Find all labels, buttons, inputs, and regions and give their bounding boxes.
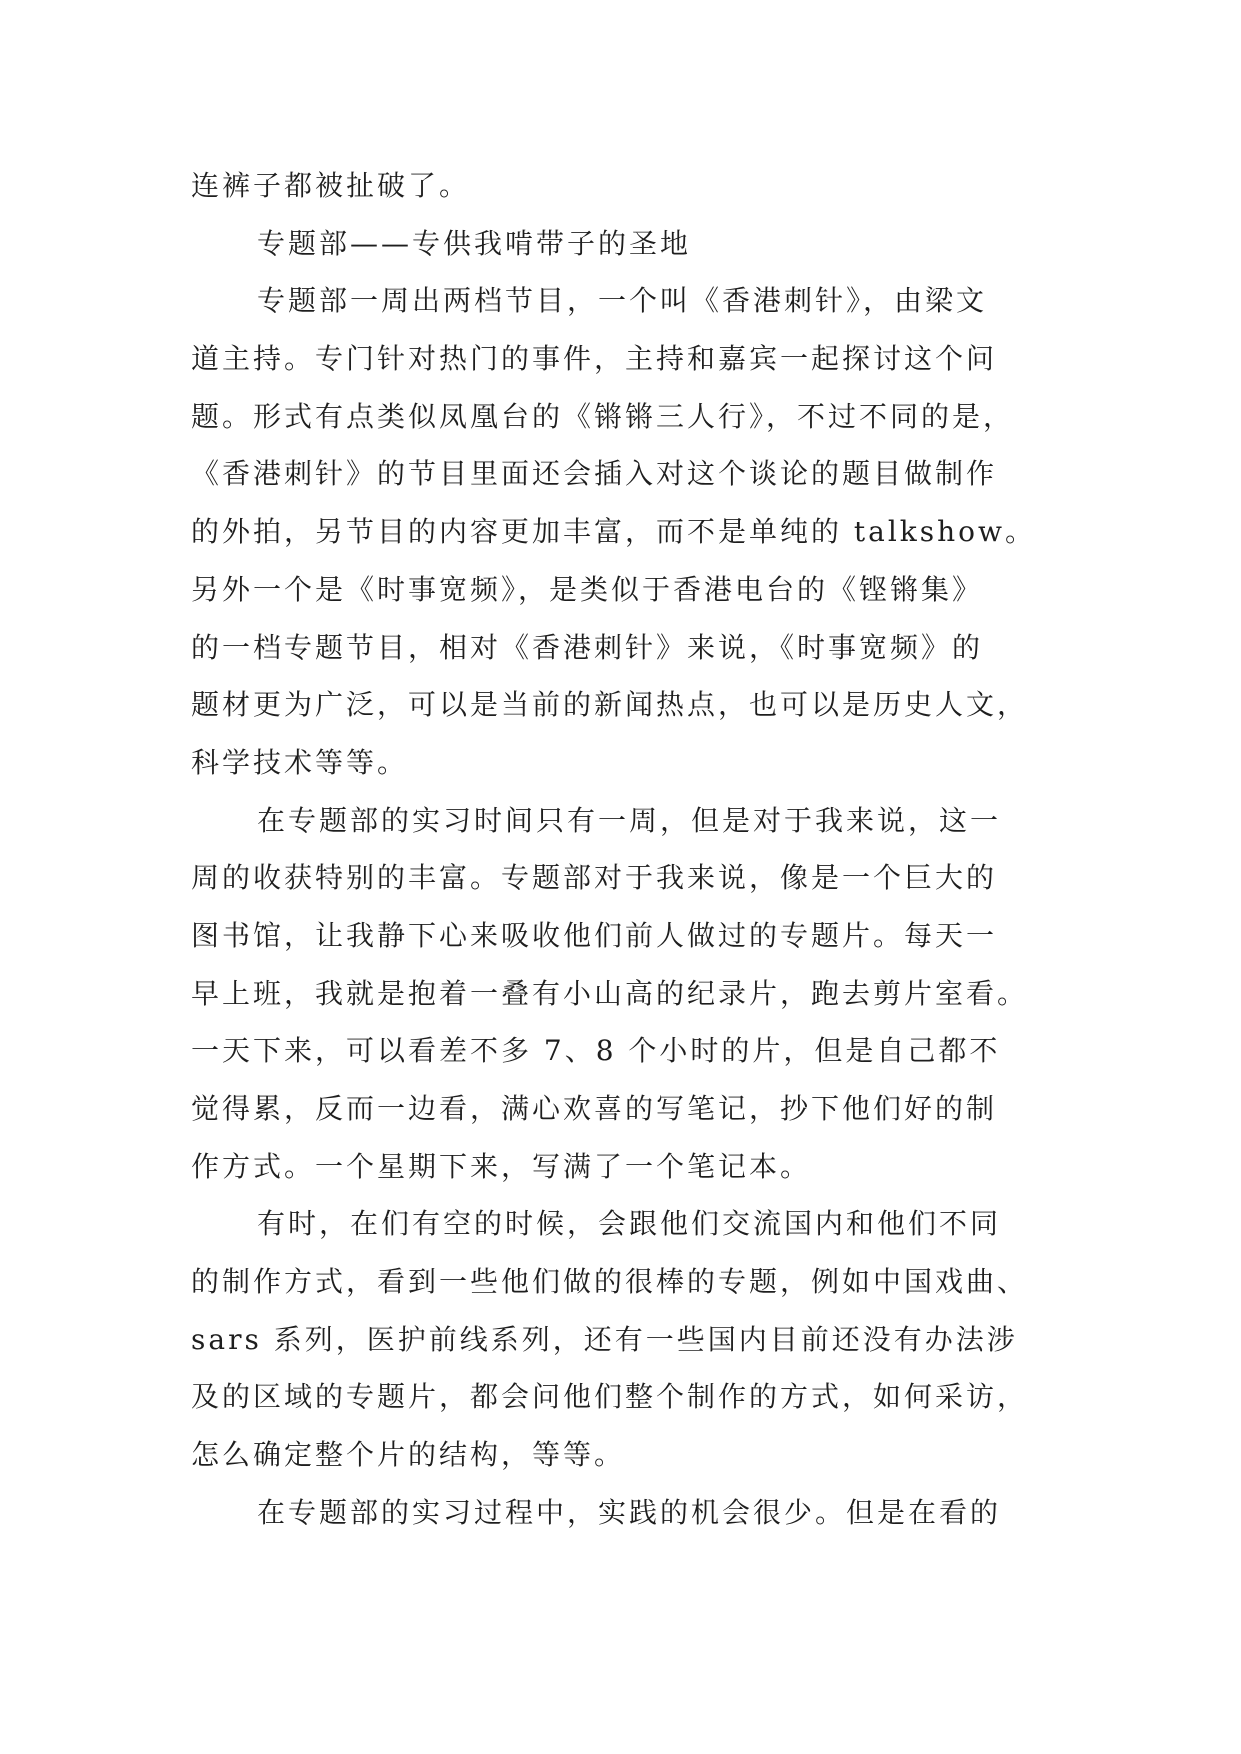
text-line: 觉得累，反而一边看，满心欢喜的写笔记，抄下他们好的制	[191, 1092, 998, 1125]
text-line: 题材更为广泛，可以是当前的新闻热点，也可以是历史人文，	[191, 688, 1029, 722]
text-line: 在专题部的实习时间只有一周，但是对于我来说，这一	[257, 803, 1002, 837]
text-line: 道主持。专门针对热门的事件，主持和嘉宾一起探讨这个问	[191, 342, 998, 376]
text-line: 有时，在们有空的时候，会跟他们交流国内和他们不同	[257, 1207, 1002, 1241]
text-line: 专题部——专供我啃带子的圣地	[257, 226, 692, 260]
text-line: 的制作方式，看到一些他们做的很棒的专题，例如中国戏曲、	[191, 1265, 1029, 1299]
text-line: 怎么确定整个片的结构，等等。	[191, 1438, 626, 1472]
document-body	[191, 157, 1051, 1542]
text-line: 专题部一周出两档节目，一个叫《香港刺针》，由梁文	[257, 284, 988, 318]
text-line: 连裤子都被扯破了。	[191, 169, 471, 202]
text-line: 及的区域的专题片，都会问他们整个制作的方式，如何采访，	[191, 1380, 1029, 1414]
text-line: 周的收获特别的丰富。专题部对于我来说，像是一个巨大的	[191, 861, 998, 895]
text-line: 的外拍，另节目的内容更加丰富，而不是单纯的 talkshow。	[191, 515, 1036, 549]
text-line: 早上班，我就是抱着一叠有小山高的纪录片，跑去剪片室看。	[191, 976, 1029, 1010]
text-line: 另外一个是《时事宽频》，是类似于香港电台的《铿锵集》	[191, 572, 984, 606]
text-line: sars 系列，医护前线系列，还有一些国内目前还没有办法涉	[191, 1322, 1018, 1356]
text-line: 作方式。一个星期下来，写满了一个笔记本。	[191, 1149, 812, 1183]
text-line: 在专题部的实习过程中，实践的机会很少。但是在看的	[257, 1495, 1002, 1529]
text-line: 图书馆，让我静下心来吸收他们前人做过的专题片。每天一	[191, 918, 998, 952]
text-line: 科学技术等等。	[191, 745, 409, 779]
text-line: 题。形式有点类似凤凰台的《锵锵三人行》，不过不同的是，	[191, 399, 1015, 433]
text-line: 的一档专题节目，相对《香港刺针》来说，《时事宽频》的	[191, 630, 984, 664]
text-line: 《香港刺针》的节目里面还会插入对这个谈论的题目做制作	[191, 457, 998, 491]
text-line: 一天下来，可以看差不多 7、8 个小时的片，但是自己都不	[191, 1034, 1001, 1068]
